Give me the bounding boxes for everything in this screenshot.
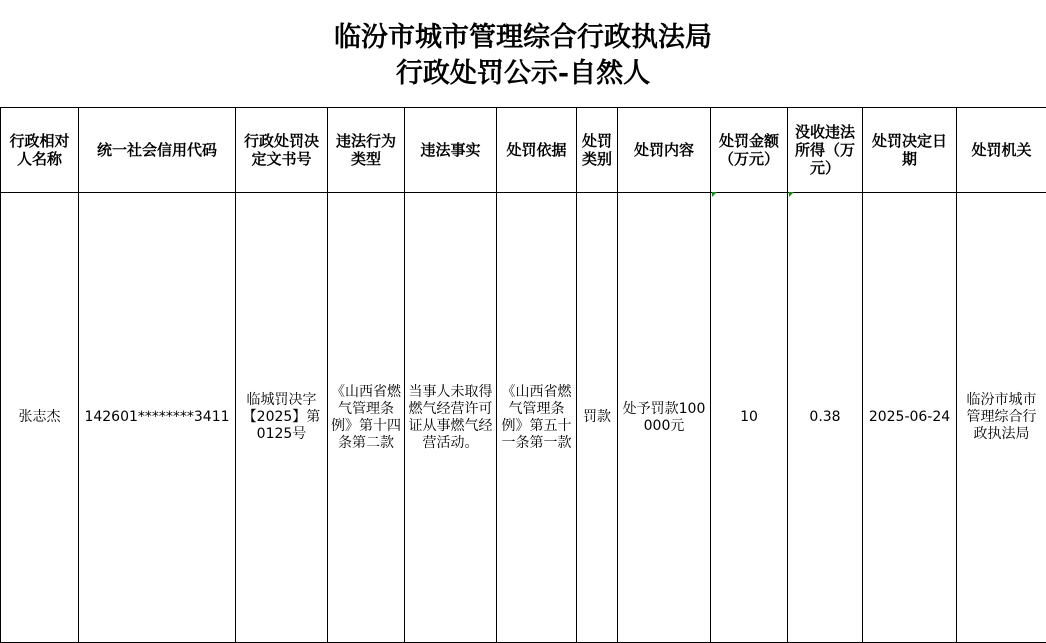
header-decision-date: 处罚决定日期 <box>863 108 957 193</box>
cell-violation-type: 《山西省燃气管理条例》第十四条第二款 <box>328 193 405 643</box>
header-authority: 处罚机关 <box>957 108 1046 193</box>
header-penalty-content: 处罚内容 <box>618 108 711 193</box>
cell-penalty-category: 罚款 <box>577 193 618 643</box>
header-penalty-amount: 处罚金额（万元） <box>711 108 788 193</box>
cell-penalty-basis: 《山西省燃气管理条例》第五十一条第一款 <box>497 193 577 643</box>
penalty-table <box>0 107 1046 643</box>
cell-confiscated-income: 0.38 <box>788 193 863 643</box>
header-party-name: 行政相对人名称 <box>1 108 79 193</box>
header-doc-number: 行政处罚决定文书号 <box>236 108 328 193</box>
header-violation-type: 违法行为类型 <box>328 108 405 193</box>
cell-credit-code: 142601********3411 <box>79 193 236 643</box>
cell-comment-marker-amount <box>712 192 717 197</box>
header-credit-code: 统一社会信用代码 <box>79 108 236 193</box>
header-penalty-category: 处罚类别 <box>577 108 618 193</box>
title-agency: 临汾市城市管理综合行政执法局 <box>0 20 1046 56</box>
cell-penalty-content: 处予罚款100000元 <box>618 193 711 643</box>
cell-violation-facts: 当事人未取得燃气经营许可证从事燃气经营活动。 <box>405 193 497 643</box>
header-row <box>1 108 1046 193</box>
cell-comment-marker-confiscated <box>789 192 794 197</box>
title-notice: 行政处罚公示-自然人 <box>0 56 1046 92</box>
cell-penalty-amount: 10 <box>711 193 788 643</box>
cell-doc-number: 临城罚决字【2025】第0125号 <box>236 193 328 643</box>
table-row <box>1 193 1046 643</box>
header-confiscated-income: 没收违法所得（万元） <box>788 108 863 193</box>
cell-authority: 临汾市城市管理综合行政执法局 <box>957 193 1046 643</box>
cell-decision-date: 2025-06-24 <box>863 193 957 643</box>
cell-party-name: 张志杰 <box>1 193 79 643</box>
header-violation-facts: 违法事实 <box>405 108 497 193</box>
header-penalty-basis: 处罚依据 <box>497 108 577 193</box>
